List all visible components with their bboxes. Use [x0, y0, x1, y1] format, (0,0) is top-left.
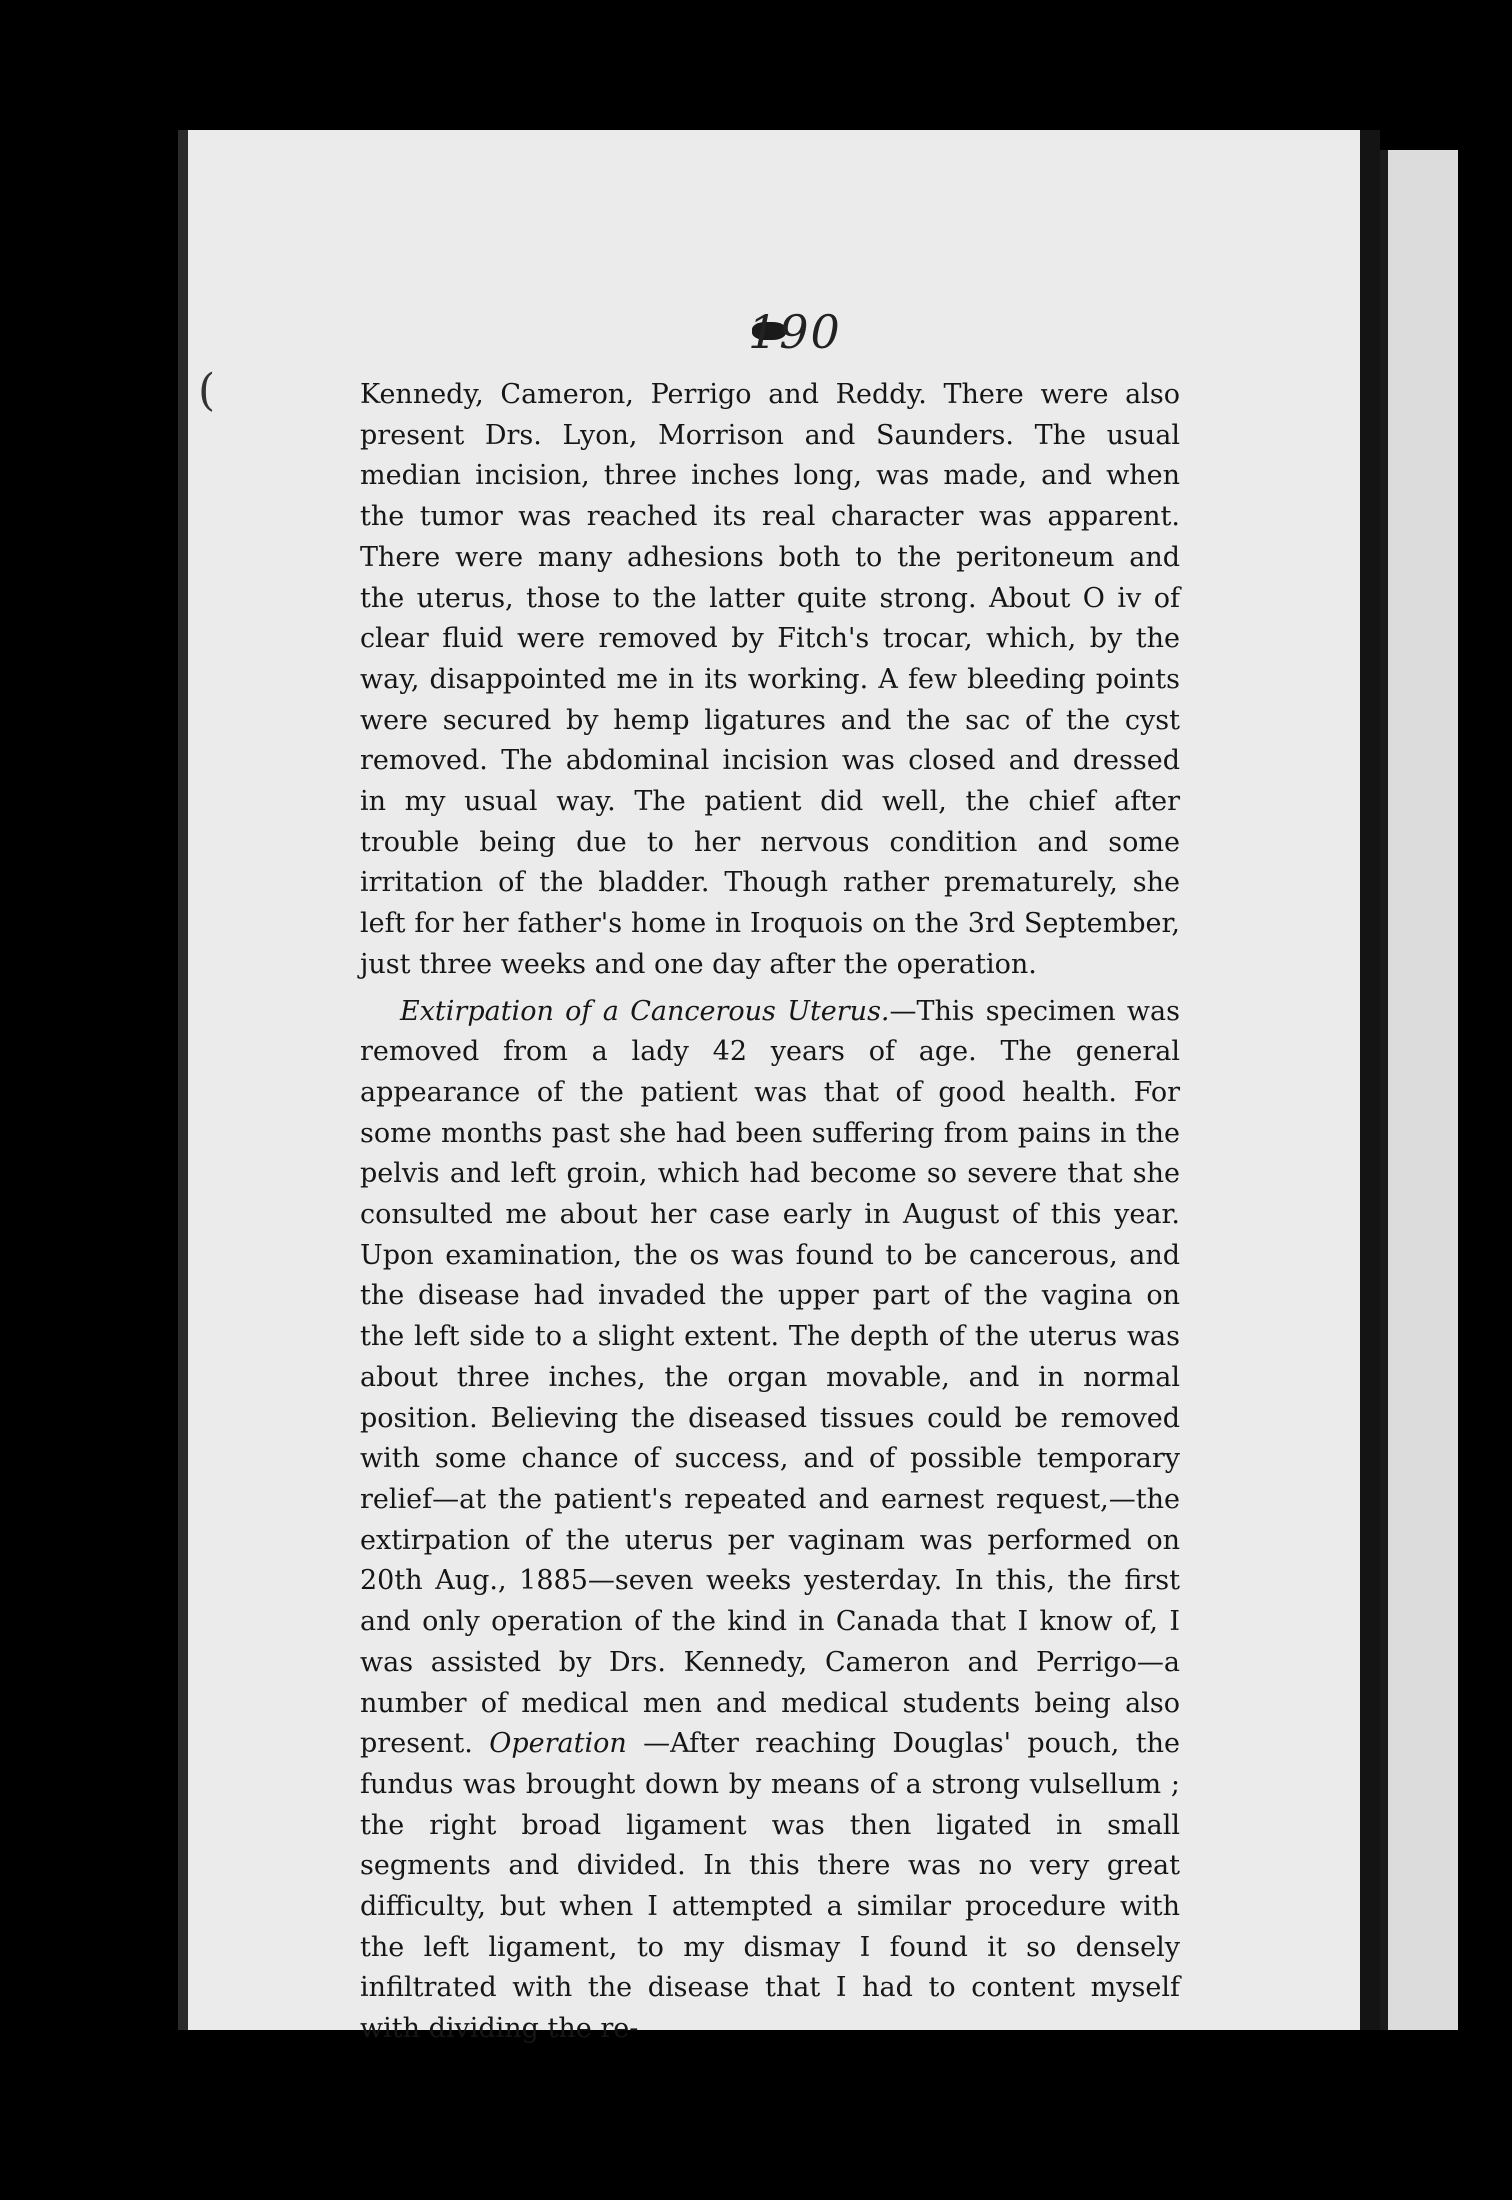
adjacent-page-edge	[1380, 150, 1458, 2030]
paragraph-extirpation	[360, 992, 1180, 2050]
page-gutter-shadow	[1360, 130, 1380, 2030]
margin-bracket-mark: (	[198, 365, 216, 416]
operation-label: Operation	[489, 1728, 627, 1760]
section-heading: Extirpation of a Cancerous Uterus.	[400, 995, 890, 1027]
paragraph-text-continued: —After reaching Douglas' pouch, the fundus was brought down by means of a strong vulsellum ; the right broad ligament was then ligated in small segments and divided. In this there was no very great difficulty, but when I attempted a similar procedure with the left ligament, to my dismay I found it so densely infiltrated with the disease that I had to content myself with dividing the re-	[360, 1728, 1180, 2045]
paragraph-text: —This specimen was removed from a lady 42 years of age. The general appearance of the patient was that of good health. For some months past she had been suffering from pains in the pelvis and left groin, which had become so severe that she consulted me about her case early in August of this year. Upon examination, the os was found to be cancerous, and the disease had invaded the upper part of the vagina on the left side to a slight extent. The depth of the uterus was about three inches, the organ movable, and in normal position. Believing the diseased tissues could be removed with some chance of success, and of possible temporary relief—at the patient's repeated and earnest request,—the extirpation of the uterus per vaginam was performed on 20th Aug., 1885—seven weeks yesterday. In this, the first and only operation of the kind in Canada that I know of, I was assisted by Drs. Kennedy, Cameron and Perrigo—a number of medical men and medical students being also present.	[360, 995, 1180, 1760]
body-text	[360, 375, 1180, 2050]
page-number: 190	[748, 305, 842, 359]
paragraph-continuation: Kennedy, Cameron, Perrigo and Reddy. There were also present Drs. Lyon, Morrison and Saunders. The usual median incision, three inches long, was made, and when the tumor was reached its real character was apparent. There were many adhesions both to the peritoneum and the uterus, those to the latter quite strong. About O iv of clear fluid were removed by Fitch's trocar, which, by the way, disappointed me in its working. A few bleeding points were secured by hemp ligatures and the sac of the cyst removed. The abdominal incision was closed and dressed in my usual way. The patient did well, the chief after trouble being due to her nervous condition and some irritation of the bladder. Though rather prematurely, she left for her father's home in Iroquois on the 3rd September, just three weeks and one day after the operation.	[360, 379, 1180, 980]
